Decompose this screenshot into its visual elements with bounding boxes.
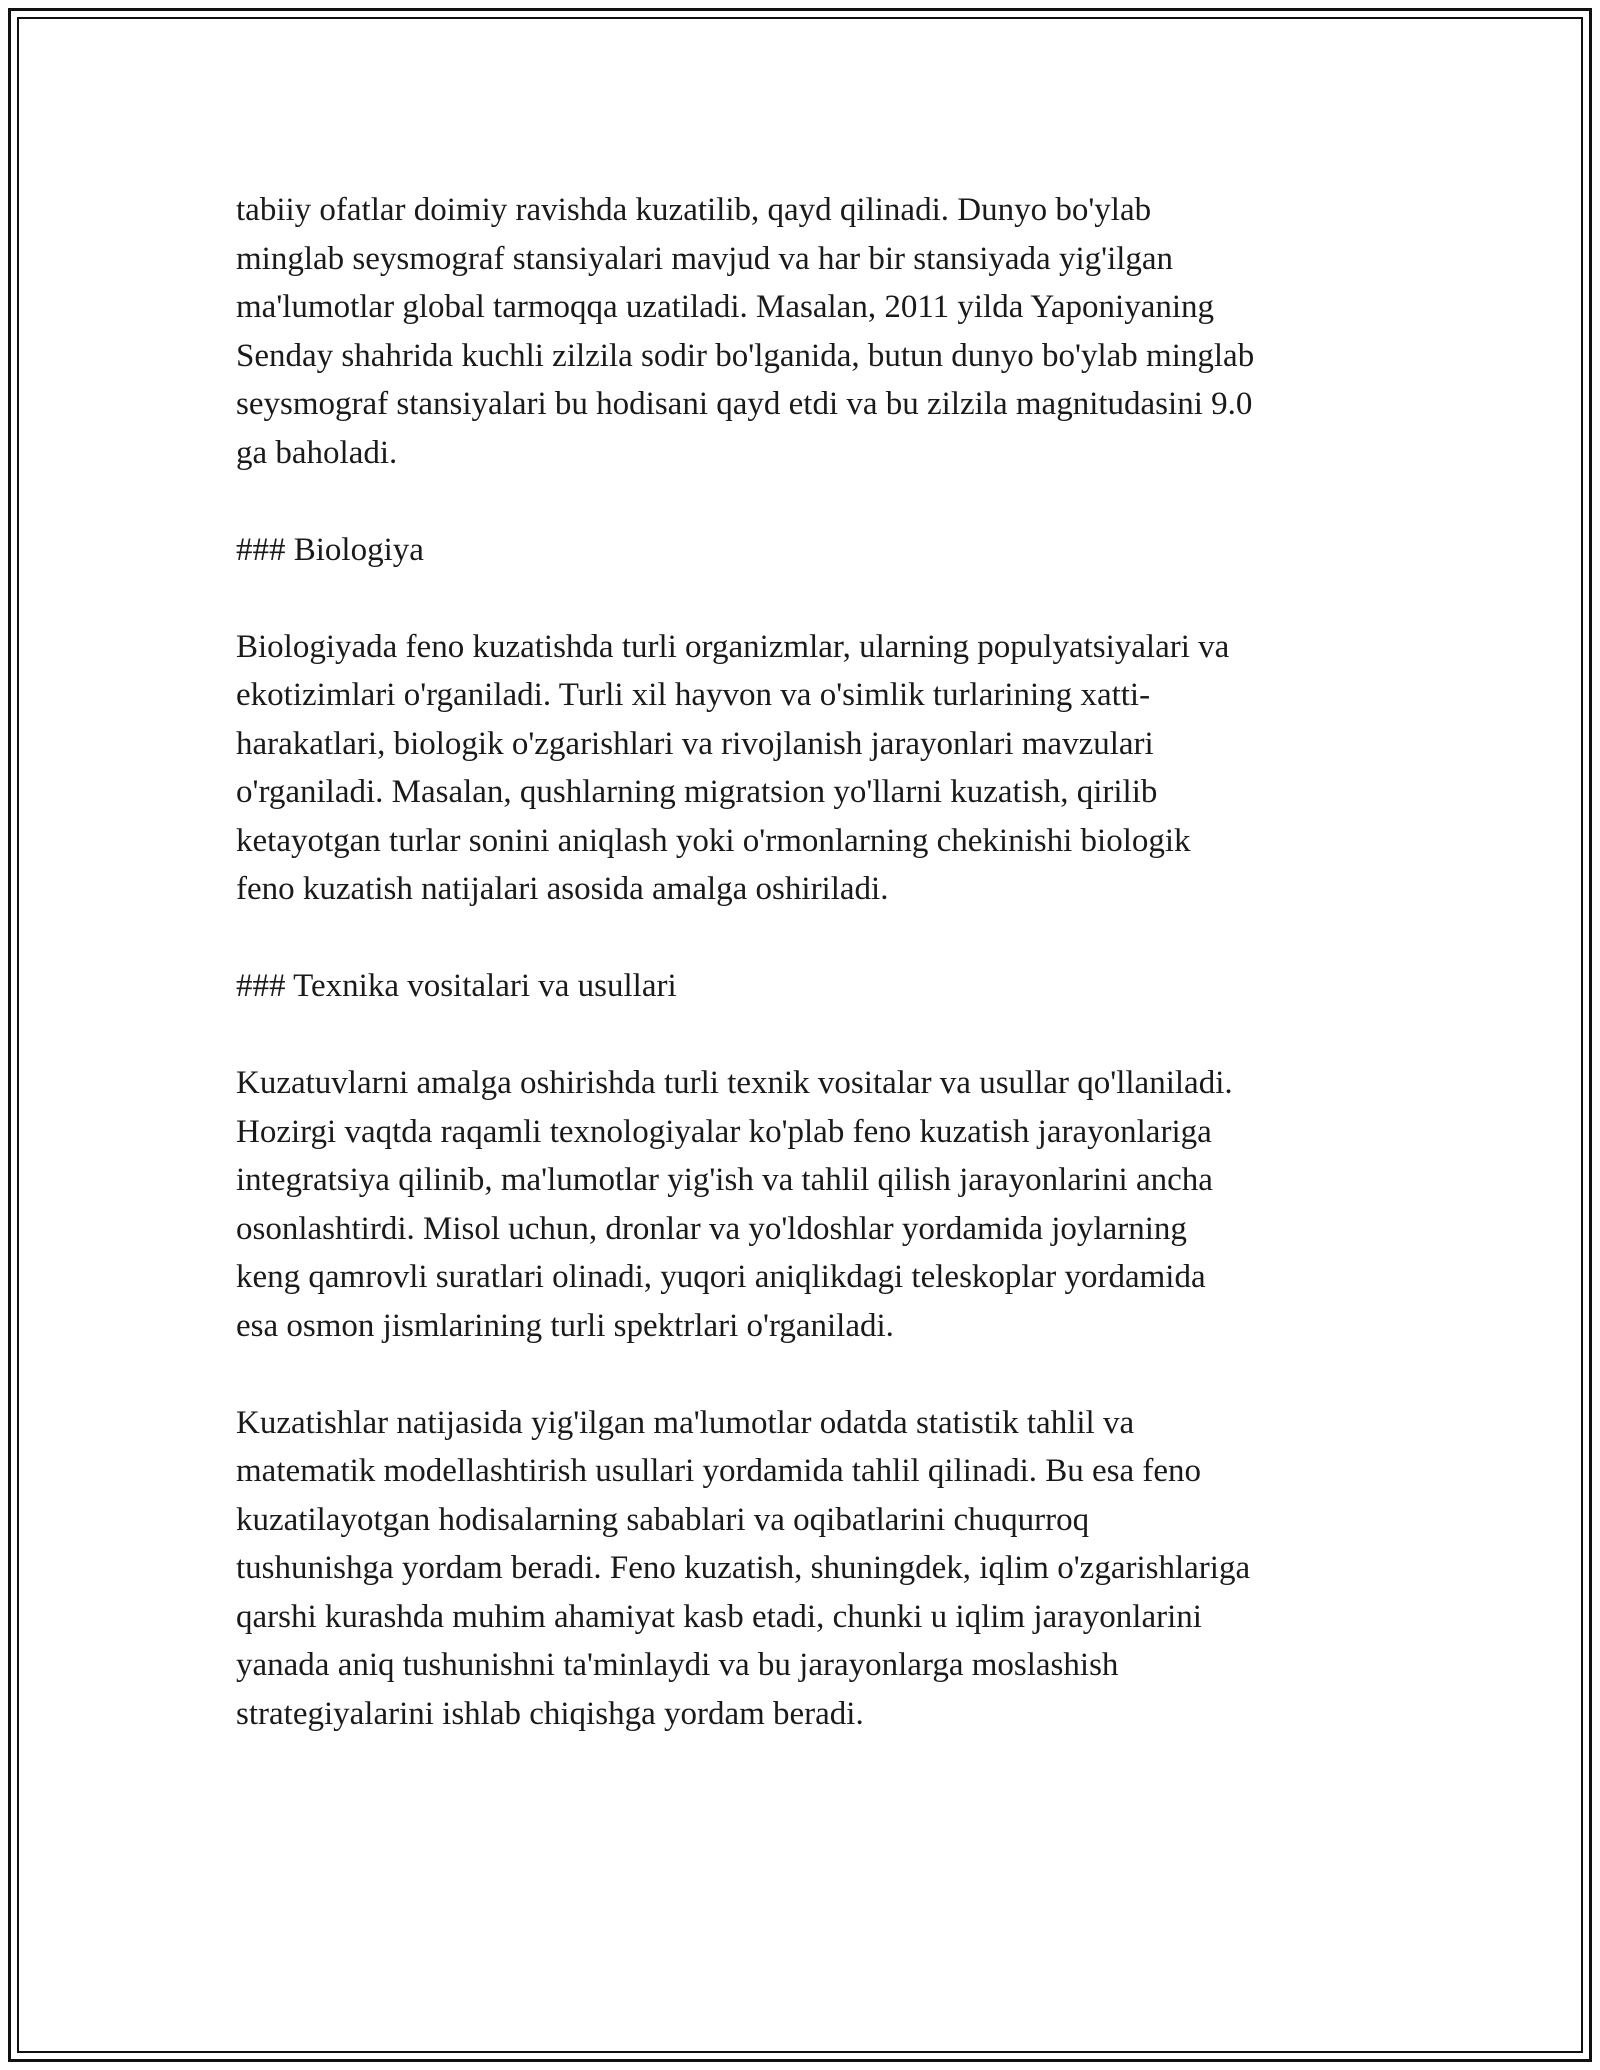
- text-line: kuzatilayotgan hodisalarning sabablari va oqibatlarini chuqurroq: [236, 1501, 1090, 1538]
- text-line: qarshi kurashda muhim ahamiyat kasb etadi, chunki u iqlim jarayonlarini: [236, 1598, 1202, 1635]
- text-line: esa osmon jismlarining turli spektrlari o'rganiladi.: [236, 1307, 894, 1344]
- document-body: [236, 186, 1376, 1738]
- text-line: minglab seysmograf stansiyalari mavjud va har bir stansiyada yig'ilgan: [236, 240, 1174, 277]
- biology-heading: [236, 526, 1376, 575]
- text-line: tushunishga yordam beradi. Feno kuzatish, shuningdek, iqlim o'zgarishlariga: [236, 1550, 1251, 1586]
- biology-paragraph: [236, 623, 1376, 914]
- text-line: Senday shahrida kuchli zilzila sodir bo'lganida, butun dunyo bo'ylab minglab: [236, 337, 1255, 374]
- text-line: ketayotgan turlar sonini aniqlash yoki o'rmonlarning chekinishi biologik: [236, 822, 1191, 859]
- text-line: o'rganiladi. Masalan, qushlarning migratsion yo'llarni kuzatish, qirilib: [236, 774, 1158, 810]
- seismic-monitoring-paragraph: [236, 186, 1376, 477]
- text-line: Kuzatuvlarni amalga oshirishda turli texnik vositalar va usullar qo'llaniladi.: [236, 1065, 1233, 1101]
- text-line: ga baholadi.: [236, 434, 398, 471]
- text-line: integratsiya qilinib, ma'lumotlar yig'ish va tahlil qilish jarayonlarini ancha: [236, 1162, 1213, 1198]
- text-line: tabiiy ofatlar doimiy ravishda kuzatilib, qayd qilinadi. Dunyo bo'ylab: [236, 192, 1152, 228]
- text-line: osonlashtirdi. Misol uchun, dronlar va yo'ldoshlar yordamida joylarning: [236, 1210, 1187, 1247]
- text-line: Biologiyada feno kuzatishda turli organizmlar, ularning populyatsiyalari va: [236, 628, 1230, 665]
- text-line: strategiyalarini ishlab chiqishga yordam beradi.: [236, 1695, 864, 1732]
- techniques-heading: [236, 962, 1376, 1011]
- analysis-paragraph: [236, 1399, 1376, 1739]
- text-line: matematik modellashtirish usullari yordamida tahlil qilinadi. Bu esa feno: [236, 1453, 1202, 1489]
- text-line: ekotizimlari o'rganiladi. Turli xil hayvon va o'simlik turlarining xatti-: [236, 677, 1151, 713]
- text-line: Kuzatishlar natijasida yig'ilgan ma'lumotlar odatda statistik tahlil va: [236, 1404, 1135, 1441]
- text-line: seysmograf stansiyalari bu hodisani qayd etdi va bu zilzila magnitudasini 9.0: [236, 386, 1253, 422]
- text-line: ma'lumotlar global tarmoqqa uzatiladi. Masalan, 2011 yilda Yaponiyaning: [236, 289, 1215, 325]
- heading-text: ### Biologiya: [236, 531, 424, 568]
- heading-text: ### Texnika vositalari va usullari: [236, 968, 677, 1004]
- text-line: Hozirgi vaqtda raqamli texnologiyalar ko'plab feno kuzatish jarayonlariga: [236, 1113, 1212, 1150]
- text-line: harakatlari, biologik o'zgarishlari va rivojlanish jarayonlari mavzulari: [236, 725, 1154, 762]
- techniques-paragraph: [236, 1059, 1376, 1350]
- text-line: yanada aniq tushunishni ta'minlaydi va bu jarayonlarga moslashish: [236, 1647, 1119, 1683]
- text-line: keng qamrovli suratlari olinadi, yuqori aniqlikdagi teleskoplar yordamida: [236, 1259, 1206, 1295]
- text-line: feno kuzatish natijalari asosida amalga oshiriladi.: [236, 871, 889, 907]
